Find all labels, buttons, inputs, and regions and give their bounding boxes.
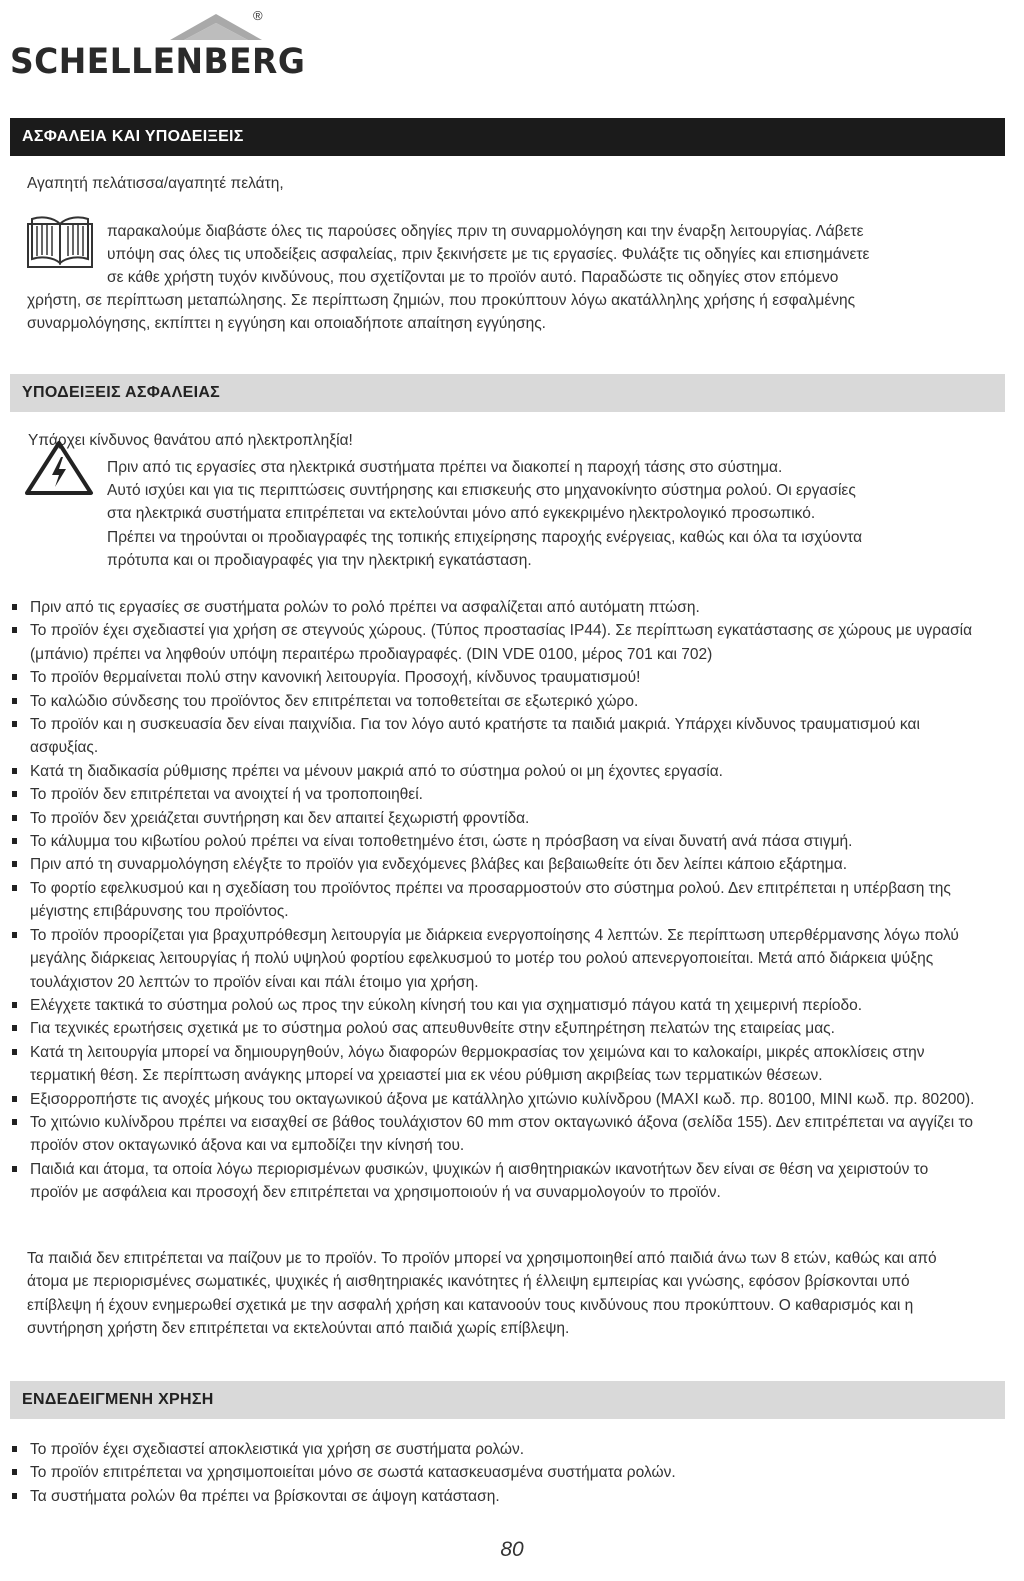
page-number: 80 — [500, 1538, 524, 1561]
warning-title: Υπάρχει κίνδυνος θανάτου από ηλεκτροπληξία! — [28, 432, 353, 449]
list-item: Το προϊόν επιτρέπεται να χρησιμοποιείται μόνο σε σωστά κατασκευασμένα συστήματα ρολών. — [10, 1461, 980, 1484]
list-item: Πριν από τη συναρμολόγηση ελέγξτε το προϊόν για ενδεχόμενες βλάβες και βεβαιωθείτε ότι δεν λείπει κάποιο εξάρτημα. — [10, 853, 980, 876]
greeting: Αγαπητή πελάτισσα/αγαπητέ πελάτη, — [27, 175, 284, 192]
brand-logo — [10, 6, 306, 82]
warning-line: Πριν από τις εργασίες στα ηλεκτρικά συστήματα πρέπει να διακοπεί η παροχή τάσης στο σύστημα. — [107, 459, 783, 476]
list-item: Παιδιά και άτομα, τα οποία λόγω περιορισμένων φυσικών, ψυχικών ή αισθητηριακών ικανοτήτων δεν είναι σε θέση να χειριστούν το προϊόν με ασφάλεια και προσοχή δεν επιτρέπεται να χρησιμοποιούν ή να συναρμολογούν το προϊόν. — [10, 1158, 980, 1205]
intro-line: συναρμολόγησης, εκπίπτει η εγγύηση και οποιαδήποτε απαίτηση εγγύησης. — [27, 315, 546, 332]
warning-line: Πρέπει να τηρούνται οι προδιαγραφές της τοπικής επιχείρησης παροχής ενέργειας, καθώς και όλα τα ισχύοντα — [107, 529, 863, 546]
intro-line: σε κάθε χρήστη τυχόν κινδύνους, που σχετίζονται με το προϊόν αυτό. Παραδώστε τις οδηγίες στον επόμενο — [107, 269, 839, 286]
list-item: Το κάλυμμα του κιβωτίου ρολού πρέπει να είναι τοποθετημένο έτσι, ώστε η πρόσβαση να είναι δυνατή ανά πάσα στιγμή. — [10, 830, 980, 853]
list-item: Το προϊόν έχει σχεδιαστεί για χρήση σε στεγνούς χώρους. (Τύπος προστασίας IP44). Σε περίπτωση εγκατάστασης σε χώρους με υγρασία (μπάνιο) πρέπει να ληφθούν υπόψη περαιτέρω προδιαγραφές. (DIN VDE 0100, μέρος 701 και 702) — [10, 619, 980, 666]
list-item: Ελέγχετε τακτικά το σύστημα ρολού ως προς την εύκολη κίνησή του και για σχηματισμό πάγου κατά τη χειμερινή περίοδο. — [10, 994, 980, 1017]
list-item: Για τεχνικές ερωτήσεις σχετικά με το σύστημα ρολού σας απευθυνθείτε στην εξυπηρέτηση πελατών της εταιρείας μας. — [10, 1017, 980, 1040]
warning-line: Αυτό ισχύει και για τις περιπτώσεις συντήρησης και επισκευής στο μηχανοκίνητο σύστημα ρολού. Οι εργασίες — [107, 482, 856, 499]
list-item: Εξισορροπήστε τις ανοχές μήκους του οκταγωνικού άξονα με κατάλληλο χιτώνιο κυλίνδρου (MAXI κωδ. πρ. 80100, MINI κωδ. πρ. 80200). — [10, 1088, 980, 1111]
list-item: Το προϊόν δεν χρειάζεται συντήρηση και δεν απαιτεί ξεχωριστή φροντίδα. — [10, 807, 980, 830]
list-item: Το προϊόν έχει σχεδιαστεί αποκλειστικά για χρήση σε συστήματα ρολών. — [10, 1438, 980, 1461]
safety-bullet-list — [10, 596, 980, 1205]
list-item: Το καλώδιο σύνδεσης του προϊόντος δεν επιτρέπεται να τοποθετείται σε εξωτερικό χώρο. — [10, 690, 980, 713]
section-title-intended-use: ΕΝΔΕΔΕΙΓΜΕΝΗ ΧΡΗΣΗ — [10, 1381, 1005, 1419]
list-item: Το φορτίο εφελκυσμού και η σχεδίαση του προϊόντος πρέπει να προσαρμοστούν στο σύστημα ρολού. Δεν επιτρέπεται η υπέρβαση της μέγιστης επιβάρυνσης του προϊόντος. — [10, 877, 980, 924]
intro-line: παρακαλούμε διαβάστε όλες τις παρούσες οδηγίες πριν τη συναρμολόγηση και την έναρξη λειτουργίας. Λάβετε — [107, 223, 864, 240]
section-title-safety-instructions: ΥΠΟΔΕΙΞΕΙΣ ΑΣΦΑΛΕΙΑΣ — [10, 374, 1005, 412]
list-item: Το χιτώνιο κυλίνδρου πρέπει να εισαχθεί σε βάθος τουλάχιστον 60 mm στον οκταγωνικό άξονα (σελίδα 155). Δεν επιτρέπεται να αγγίζει το προϊόν στον οκταγωνικό άξονα και να εμποδίζει την κίνησή του. — [10, 1111, 980, 1158]
intro-line: χρήστη, σε περίπτωση μεταπώλησης. Σε περίπτωση ζημιών, που προκύπτουν λόγω ακατάλληλης χρήσης ή εσφαλμένης — [27, 292, 856, 309]
list-item: Το προϊόν προορίζεται για βραχυπρόθεσμη λειτουργία με διάρκεια ενεργοποίησης 4 λεπτών. Σε περίπτωση υπερθέρμανσης λόγω πολύ μεγάλης διάρκειας λειτουργίας ή πολύ υψηλού φορτίου εφελκυσμού το μοτέρ του ρολού απενεργοποιείται. Μετά από διάρκεια ψύξης τουλάχιστον 20 λεπτών το προϊόν είναι και πάλι έτοιμο για χρήση. — [10, 924, 980, 994]
list-item: Πριν από τις εργασίες σε συστήματα ρολών το ρολό πρέπει να ασφαλίζεται από αυτόματη πτώση. — [10, 596, 980, 619]
book-icon — [27, 214, 93, 268]
warning-line: πρότυπα και οι προδιαγραφές για την ηλεκτρική εγκατάσταση. — [107, 552, 532, 569]
brand-name: SCHELLENBERG — [10, 42, 306, 82]
children-note: Τα παιδιά δεν επιτρέπεται να παίζουν με το προϊόν. Το προϊόν μπορεί να χρησιμοποιηθεί από παιδιά άνω των 8 ετών, καθώς και από άτομα με περιορισμένες σωματικές, ψυχικές ή αισθητηριακές ικανότητες ή έλλειψη εμπειρίας και γνώσης, εφόσον βρίσκονται υπό επίβλεψη ή έχουν ενημερωθεί σχετικά με την ασφαλή χρήση και κατανοούν τους κινδύνους που προκύπτουν. Ο καθαρισμός και η συντήρηση χρήστη δεν επιτρέπεται να εκτελούνται από παιδιά χωρίς επίβλεψη. — [27, 1250, 937, 1338]
intended-use-bullet-list — [10, 1438, 980, 1508]
warning-line: στα ηλεκτρικά συστήματα επιτρέπεται να εκτελούνται μόνο από εγκεκριμένο ηλεκτρολογικό προσωπικό. — [107, 505, 816, 522]
list-item: Το προϊόν θερμαίνεται πολύ στην κανονική λειτουργία. Προσοχή, κίνδυνος τραυματισμού! — [10, 666, 980, 689]
list-item: Κατά τη διαδικασία ρύθμισης πρέπει να μένουν μακριά από το σύστημα ρολού οι μη έχοντες εργασία. — [10, 760, 980, 783]
roof-logo-icon — [170, 10, 262, 40]
section-title-safety: ΑΣΦΑΛΕΙΑ ΚΑΙ ΥΠΟΔΕΙΞΕΙΣ — [10, 118, 1005, 156]
list-item: Το προϊόν και η συσκευασία δεν είναι παιχνίδια. Για τον λόγο αυτό κρατήστε τα παιδιά μακριά. Υπάρχει κίνδυνος τραυματισμού και ασφυξίας. — [10, 713, 980, 760]
list-item: Τα συστήματα ρολών θα πρέπει να βρίσκονται σε άψογη κατάσταση. — [10, 1485, 980, 1508]
electric-warning-icon — [24, 440, 94, 496]
list-item: Το προϊόν δεν επιτρέπεται να ανοιχτεί ή να τροποποιηθεί. — [10, 783, 980, 806]
intro-line: υπόψη σας όλες τις υποδείξεις ασφαλείας, πριν ξεκινήσετε με τις εργασίες. Φυλάξτε τις οδηγίες και επισημάνετε — [107, 246, 870, 263]
list-item: Κατά τη λειτουργία μπορεί να δημιουργηθούν, λόγω διαφορών θερμοκρασίας τον χειμώνα και το καλοκαίρι, μικρές αποκλίσεις στην τερματική θέση. Σε περίπτωση ανάγκης μπορεί να χρειαστεί μια εκ νέου ρύθμιση ακριβείας των τερματικών θέσεων. — [10, 1041, 980, 1088]
registered-mark: ® — [253, 8, 263, 23]
